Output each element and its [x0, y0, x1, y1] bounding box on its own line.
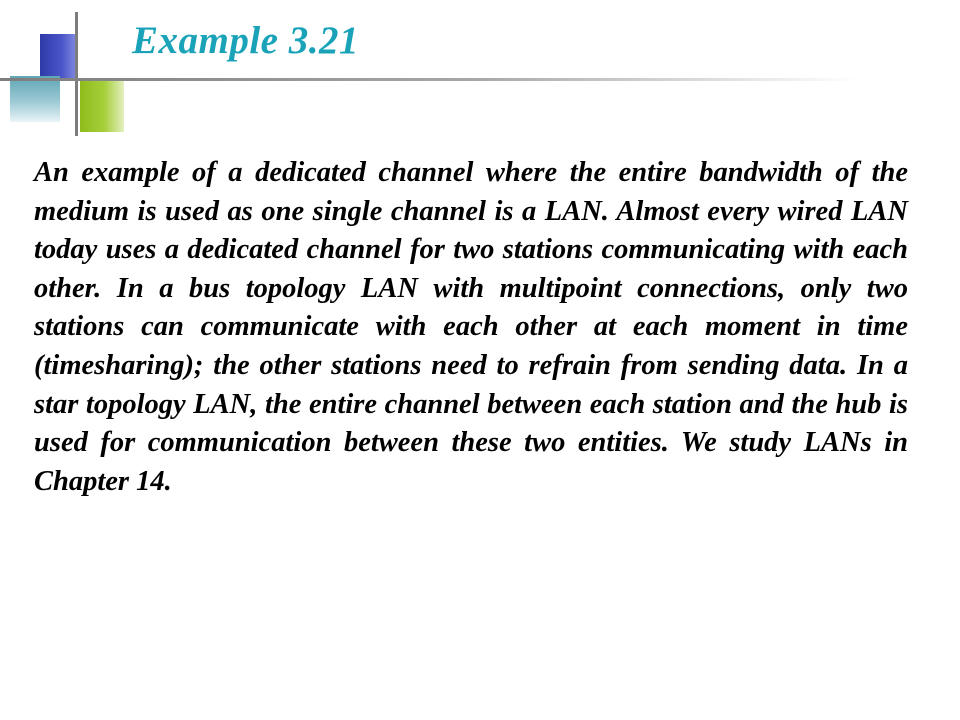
horizontal-rule-line: [0, 78, 860, 81]
slide-decoration-logo: [0, 0, 140, 140]
slide-title: Example 3.21: [132, 19, 359, 62]
vertical-rule-line: [75, 12, 78, 136]
blue-square-decoration: [40, 34, 76, 78]
teal-square-decoration: [10, 76, 60, 122]
slide-body-text: An example of a dedicated channel where the entire bandwidth of the medium is used as one single channel is a LAN. Almost every wired LAN today uses a dedicated channel for two stations communicating with each other. In a bus topology LAN with multipoint connections, only two stations can communicate with each other at each moment in time (timesharing); the other stations need to refrain from sending data. In a star topology LAN, the entire channel between each station and the hub is used for communication between these two entities. We study LANs in Chapter 14.: [34, 157, 908, 497]
green-square-decoration: [80, 80, 124, 132]
